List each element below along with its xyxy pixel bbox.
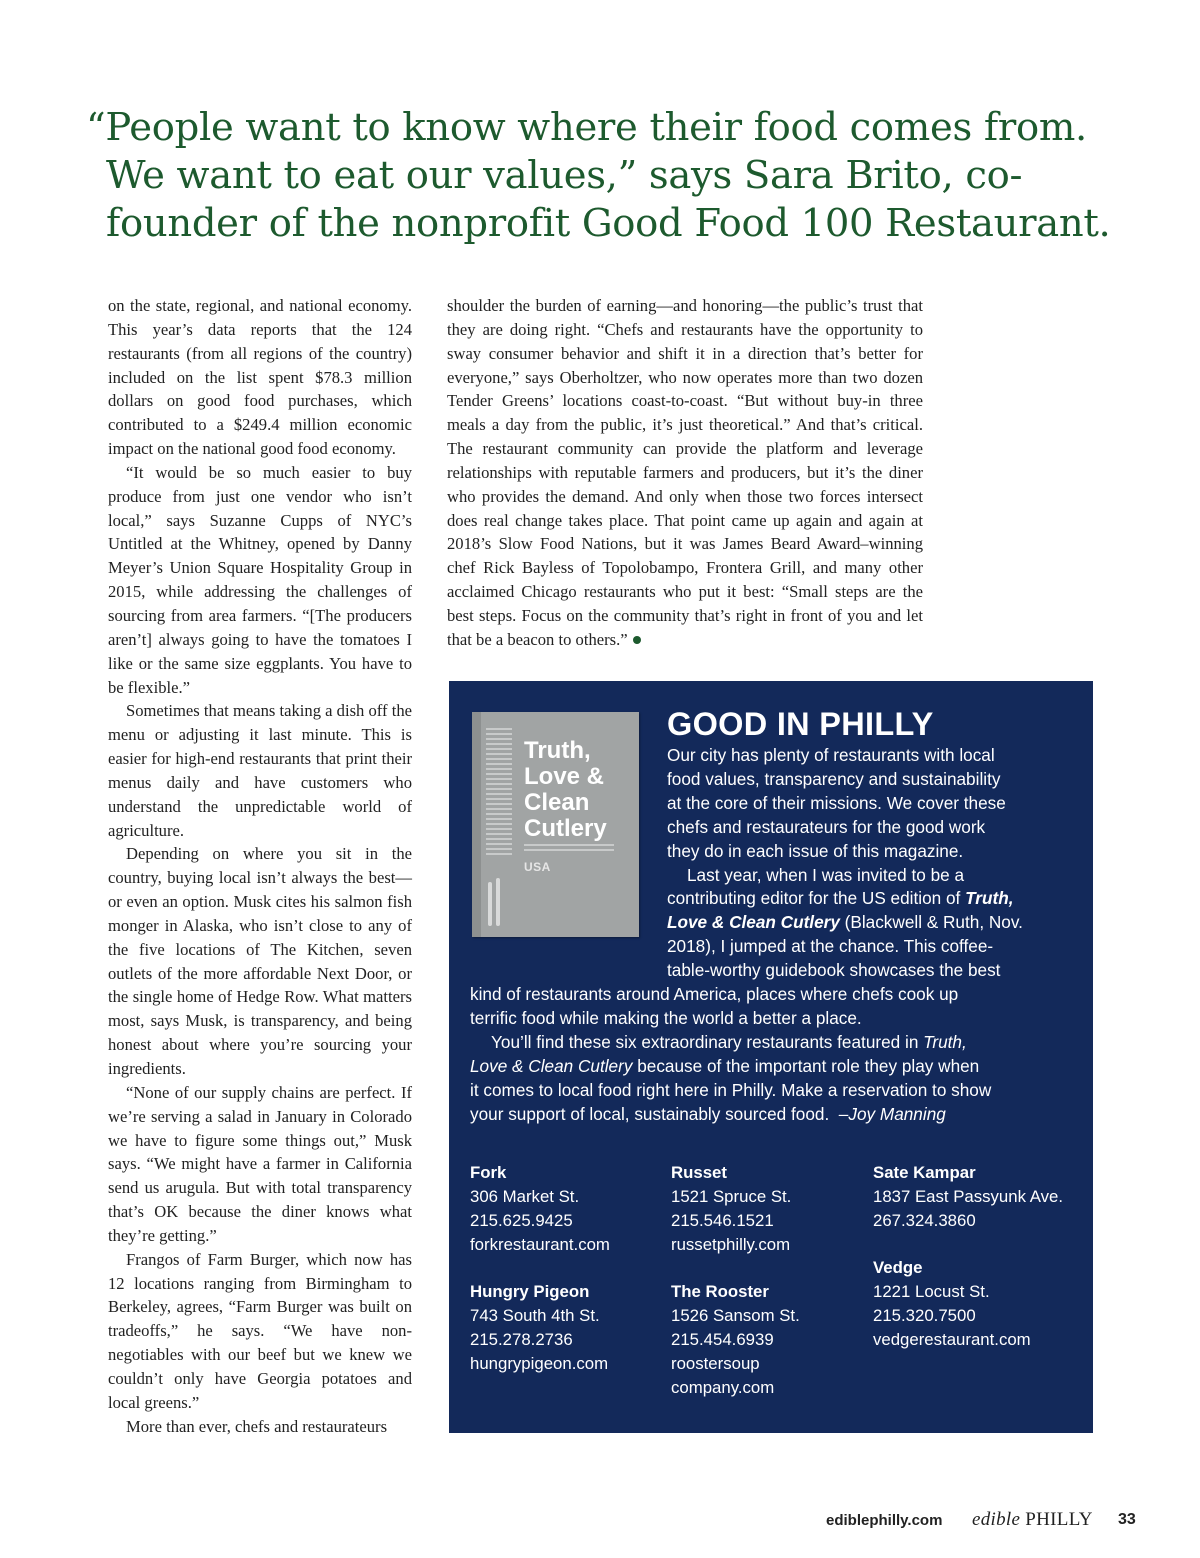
- book-cover-edition: USA: [524, 860, 551, 874]
- pull-quote-line: We want to eat our values,” says Sara Brito, co-: [106, 153, 1023, 198]
- book-title-reference: Love & Clean Cutlery: [470, 1055, 633, 1076]
- restaurant-phone: 215.625.9425: [470, 1210, 573, 1230]
- sidebar-intro-text: [470, 744, 1080, 1127]
- restaurant-listing-sate-kampar: [873, 1161, 1063, 1233]
- sidebar-text-run: contributing editor for the US edition of: [667, 888, 966, 909]
- author-credit: –Joy Manning: [838, 1103, 946, 1124]
- article-paragraph: More than ever, chefs and restaurateurs: [126, 1416, 388, 1436]
- article-column-middle: [447, 294, 923, 652]
- sidebar-text-line: at the core of their missions. We cover these: [667, 792, 1006, 813]
- footer-brand-italic: edible: [972, 1509, 1021, 1530]
- restaurant-website: vedgerestaurant.com: [873, 1329, 1031, 1349]
- article-paragraph-final: [447, 294, 923, 652]
- restaurant-website: hungrypigeon.com: [470, 1353, 609, 1373]
- sidebar-text-line: chefs and restaurateurs for the good work: [667, 816, 986, 837]
- restaurant-listing-russet: [671, 1161, 791, 1257]
- article-paragraph: “None of our supply chains are perfect. If we’re serving a salad in January in Colorado we have to figure some things out,” Musk says. “We might have a farmer in California send us arugula. But with total transparency that’s OK because the diner knows what they’re getting.”: [108, 1082, 412, 1245]
- sidebar-text-line: it comes to local food right here in Philly. Make a reservation to show: [470, 1079, 992, 1100]
- restaurant-name: Vedge: [873, 1258, 923, 1277]
- sidebar-text-line: kind of restaurants around America, places where chefs cook up: [470, 984, 959, 1005]
- restaurant-listing-vedge: [873, 1256, 1031, 1352]
- sidebar-text-line: 2018), I jumped at the chance. This coffee-: [667, 936, 994, 957]
- restaurant-phone: 215.454.6939: [671, 1329, 774, 1349]
- book-title-reference: Love & Clean Cutlery: [667, 912, 840, 933]
- restaurant-website-continued: company.com: [671, 1377, 775, 1397]
- restaurant-website: forkrestaurant.com: [470, 1234, 610, 1254]
- article-paragraph: “It would be so much easier to buy produce from just one vendor who isn’t local,” says Suzanne Cupps of NYC’s Untitled at the Whitney, opened by Danny Meyer’s Union Square Hospitality Group in 2015, while addressing the challenges of sourcing from area farmers. “[The producers aren’t] always going to have the tomatoes I like or the same size eggplants. You have to be flexible.”: [108, 462, 412, 697]
- book-title-reference: Truth,: [923, 1031, 967, 1052]
- sidebar-text-line: food values, transparency and sustainability: [667, 768, 1001, 789]
- restaurant-phone: 267.324.3860: [873, 1210, 976, 1230]
- sidebar-text-run: You’ll find these six extraordinary restaurants featured in: [491, 1031, 924, 1052]
- restaurant-name: Hungry Pigeon: [470, 1282, 590, 1301]
- restaurant-website: roostersoup: [671, 1353, 760, 1373]
- pull-quote-line: founder of the nonprofit Good Food 100 Restaurant.: [106, 201, 1111, 246]
- restaurant-website: russetphilly.com: [671, 1234, 791, 1254]
- book-title-reference: Truth,: [965, 888, 1014, 909]
- article-paragraph: Sometimes that means taking a dish off the menu or adjusting it last minute. This is easier for high-end restaurants that print their menus daily and have customers who understand the unpredictable world of agriculture.: [108, 701, 412, 840]
- end-of-article-dot-icon: [633, 636, 641, 644]
- footer-website: ediblephilly.com: [826, 1512, 943, 1529]
- restaurant-address: 306 Market St.: [470, 1186, 580, 1206]
- sidebar-text-line: [470, 1055, 1080, 1079]
- sidebar-text-run: (Blackwell & Ruth, Nov.: [839, 912, 1023, 933]
- restaurant-phone: 215.278.2736: [470, 1329, 573, 1349]
- restaurant-phone: 215.320.7500: [873, 1305, 976, 1325]
- article-paragraph-text: shoulder the burden of earning—and honoring—the public’s trust that they are doing right. “Chefs and restaurants have the opportunity to sway consumer behavior and shift it in a direction that’s better for everyone,” says Oberholtzer, who now operates more than two dozen Tender Greens’ locations coast-to-coast. “But without buy-in three meals a day from the public, it’s just theoretical.” And that’s critical. The restaurant community can provide the platform and leverage relationships with reputable farmers and producers, but it’s the diner who provides the demand. And only when those two forces intersect does real change takes place. That point came up again and again at 2018’s Slow Food Nations, but it was James Beard Award–winning chef Rick Bayless of Topolobampo, Frontera Grill, and many other acclaimed Chicago restaurants who put it best: “Small steps are the best steps. Focus on the community that’s right in front of you and let that be a beacon to others.”: [447, 296, 923, 649]
- page-number: 33: [1118, 1511, 1136, 1528]
- sidebar-text-line: table-worthy guidebook showcases the best: [667, 960, 1001, 981]
- restaurant-listing-fork: [470, 1161, 610, 1257]
- footer-brand: [972, 1509, 1093, 1531]
- sidebar-text-line: [470, 1031, 1080, 1055]
- restaurant-name: Fork: [470, 1163, 507, 1182]
- article-paragraph: Depending on where you sit in the country, buying local isn’t always the best—or even an option. Musk cites his salmon fish monger in Alaska, who isn’t close to any of the five locations of The Kitchen, seven outlets of the more affordable Next Door, or the single home of Hedge Row. What matters most, says Musk, is transparency, and being honest about where you’re sourcing your ingredients.: [108, 844, 412, 1078]
- restaurant-name: Russet: [671, 1163, 727, 1182]
- sidebar-text-line: they do in each issue of this magazine.: [667, 840, 964, 861]
- book-title-line: Love &: [524, 763, 605, 790]
- book-title-line: Clean: [524, 789, 590, 816]
- sidebar-text-line: [470, 887, 1080, 911]
- restaurant-name: Sate Kampar: [873, 1163, 976, 1182]
- sidebar-text-line: terrific food while making the world a better a place.: [470, 1007, 862, 1028]
- restaurant-listing-the-rooster: [671, 1280, 800, 1400]
- good-in-philly-sidebar: [449, 681, 1093, 1433]
- footer-brand-caps: PHILLY: [1025, 1509, 1093, 1530]
- restaurant-name: The Rooster: [671, 1282, 769, 1301]
- article-paragraph: Frangos of Farm Burger, which now has 12 locations ranging from Birmingham to Berkeley, agrees, “Farm Burger was built on tradeoffs,” he says. “We have non-negotiables with our beef but we knew we couldn’t only have Georgia potatoes and local greens.”: [108, 1249, 412, 1412]
- restaurant-address: 743 South 4th St.: [470, 1305, 600, 1325]
- restaurant-address: 1526 Sansom St.: [671, 1305, 800, 1325]
- article-column-left: [108, 294, 412, 1439]
- restaurant-phone: 215.546.1521: [671, 1210, 774, 1230]
- sidebar-text-run: your support of local, sustainably sourced food.: [470, 1103, 839, 1124]
- sidebar-text-line: [470, 911, 1080, 935]
- restaurant-address: 1521 Spruce St.: [671, 1186, 792, 1206]
- book-title-line: Truth,: [524, 737, 591, 764]
- article-paragraph: on the state, regional, and national economy. This year’s data reports that the 124 restaurants (from all regions of the country) included on the list spent $78.3 million dollars on good food purchases, which contributed to a $249.4 million economic impact on the national good food economy.: [108, 296, 412, 459]
- sidebar-text-line: [470, 1103, 1080, 1127]
- sidebar-text-run: because of the important role they play when: [632, 1055, 980, 1076]
- sidebar-title: GOOD IN PHILLY: [667, 706, 934, 742]
- restaurant-address: 1221 Locust St.: [873, 1281, 990, 1301]
- restaurant-address: 1837 East Passyunk Ave.: [873, 1186, 1064, 1206]
- pull-quote: [86, 104, 1126, 248]
- sidebar-text-line: Last year, when I was invited to be a: [687, 864, 965, 885]
- pull-quote-line: “People want to know where their food comes from.: [86, 105, 1087, 150]
- restaurant-listing-hungry-pigeon: [470, 1280, 608, 1376]
- sidebar-text-line: Our city has plenty of restaurants with local: [667, 745, 995, 765]
- book-title-line: Cutlery: [524, 815, 607, 842]
